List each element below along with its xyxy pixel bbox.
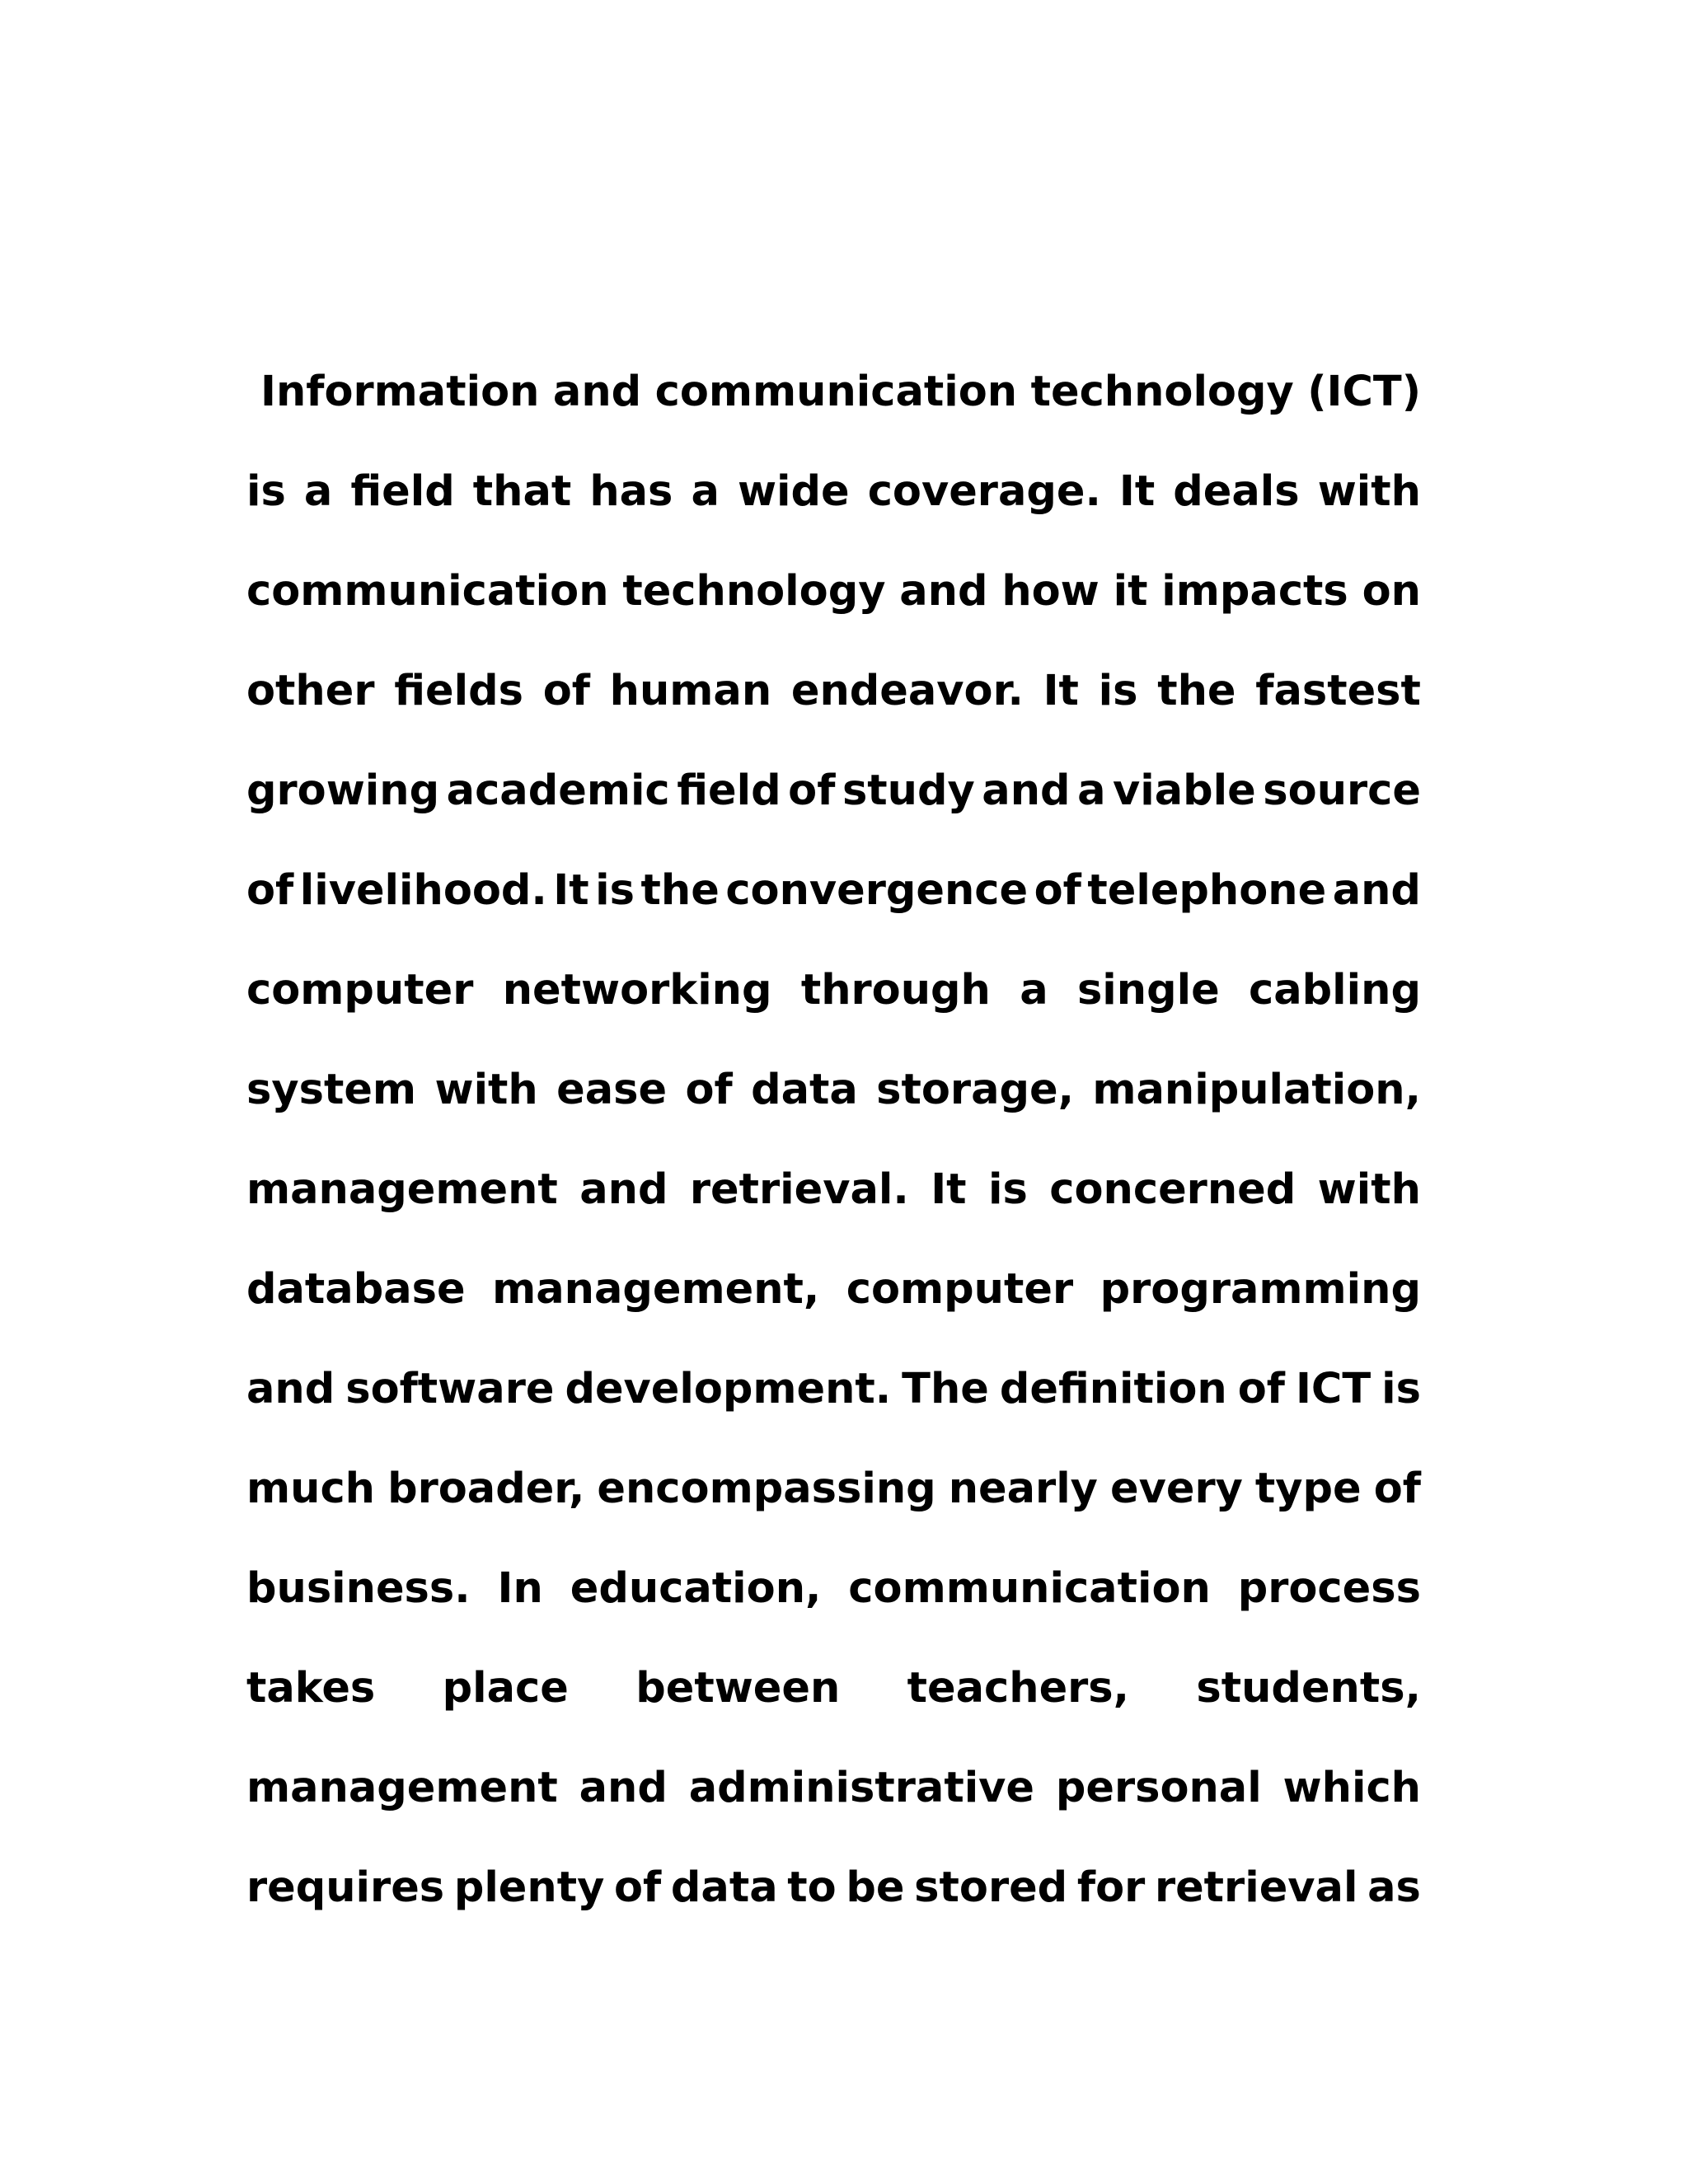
- word: with: [1317, 467, 1421, 516]
- word: is: [988, 1165, 1028, 1214]
- word: academic: [446, 766, 670, 815]
- word: ICT: [1295, 1365, 1372, 1413]
- word: of: [685, 1066, 733, 1114]
- text-line: [246, 1240, 1421, 1339]
- text-line: [246, 641, 1421, 741]
- text-line: [246, 1738, 1421, 1838]
- word: a: [1077, 766, 1106, 815]
- word: place: [442, 1664, 569, 1713]
- word: technology: [1030, 368, 1294, 416]
- word: communication: [246, 567, 609, 616]
- word: students,: [1196, 1664, 1421, 1713]
- word: is: [595, 866, 635, 915]
- text-line: [246, 442, 1421, 541]
- word: with: [1317, 1165, 1421, 1214]
- word: technology: [622, 567, 886, 616]
- text-line: [246, 342, 1421, 442]
- text-line: [246, 741, 1421, 841]
- word: nearly: [948, 1465, 1098, 1513]
- word: takes: [246, 1664, 376, 1713]
- word: that: [472, 467, 572, 516]
- word: is: [1098, 667, 1138, 715]
- word: field: [350, 467, 455, 516]
- word: as: [1367, 1863, 1421, 1912]
- word: of: [246, 866, 294, 915]
- word: cabling: [1249, 966, 1421, 1015]
- word: It: [1118, 467, 1156, 516]
- word: and: [1332, 866, 1421, 915]
- word: to: [787, 1863, 837, 1912]
- text-line: [246, 541, 1421, 641]
- word: computer: [246, 966, 474, 1015]
- word: management: [246, 1764, 558, 1812]
- word: be: [846, 1863, 905, 1912]
- word: It: [1043, 667, 1079, 715]
- word: between: [635, 1664, 841, 1713]
- word: and: [982, 766, 1071, 815]
- word: on: [1362, 567, 1421, 616]
- word: the: [1157, 667, 1236, 715]
- word: a: [303, 467, 333, 516]
- word: of: [542, 667, 590, 715]
- text-line: [246, 1539, 1421, 1638]
- word: encompassing: [597, 1465, 936, 1513]
- word: development.: [565, 1365, 892, 1413]
- word: personal: [1055, 1764, 1262, 1812]
- text-line: [246, 1838, 1421, 1938]
- word: process: [1237, 1564, 1421, 1613]
- text-line: [246, 841, 1421, 940]
- word: data: [751, 1066, 858, 1114]
- word: communication: [654, 368, 1018, 416]
- word: has: [589, 467, 673, 516]
- word: definition: [999, 1365, 1227, 1413]
- word: It: [553, 866, 589, 915]
- word: administrative: [688, 1764, 1035, 1812]
- word: The: [902, 1365, 989, 1413]
- word: growing: [246, 766, 440, 815]
- word: system: [246, 1066, 417, 1114]
- text-line: [246, 940, 1421, 1040]
- word: In: [497, 1564, 543, 1613]
- word: manipulation,: [1092, 1066, 1421, 1114]
- word: is: [1381, 1365, 1421, 1413]
- word: concerned: [1049, 1165, 1296, 1214]
- word: type: [1254, 1465, 1362, 1513]
- word: retrieval: [1154, 1863, 1358, 1912]
- word: management: [246, 1165, 558, 1214]
- word: livelihood.: [299, 866, 547, 915]
- word: and: [552, 368, 642, 416]
- word: which: [1282, 1764, 1421, 1812]
- word: of: [1034, 866, 1081, 915]
- word: it: [1113, 567, 1148, 616]
- word: every: [1110, 1465, 1243, 1513]
- word: business.: [246, 1564, 471, 1613]
- word: single: [1076, 966, 1220, 1015]
- word: of: [788, 766, 836, 815]
- word: impacts: [1161, 567, 1348, 616]
- word: endeavor.: [790, 667, 1024, 715]
- word: requires: [246, 1863, 445, 1912]
- word: and: [899, 567, 988, 616]
- word: coverage.: [867, 467, 1101, 516]
- word: the: [640, 866, 720, 915]
- text-line: [246, 1040, 1421, 1140]
- word: stored: [914, 1863, 1068, 1912]
- word: wide: [737, 467, 850, 516]
- word: Information: [260, 368, 540, 416]
- word: a: [1020, 966, 1048, 1015]
- word: fields: [394, 667, 523, 715]
- word: management,: [492, 1265, 820, 1314]
- word: retrieval.: [689, 1165, 909, 1214]
- word: source: [1263, 766, 1421, 815]
- word: broader,: [387, 1465, 585, 1513]
- word: of: [1373, 1465, 1421, 1513]
- word: of: [614, 1863, 662, 1912]
- word: field: [677, 766, 781, 815]
- word: human: [609, 667, 772, 715]
- word: computer: [846, 1265, 1074, 1314]
- word: teachers,: [907, 1664, 1130, 1713]
- word: plenty: [453, 1863, 605, 1912]
- word: database: [246, 1265, 466, 1314]
- word: education,: [570, 1564, 822, 1613]
- word: and: [246, 1365, 335, 1413]
- word: with: [434, 1066, 538, 1114]
- word: deals: [1173, 467, 1300, 516]
- body-paragraph: [246, 342, 1421, 1938]
- word: convergence: [725, 866, 1029, 915]
- word: programming: [1100, 1265, 1421, 1314]
- text-line: [246, 1140, 1421, 1240]
- word: networking: [502, 966, 772, 1015]
- word: is: [246, 467, 286, 516]
- word: It: [931, 1165, 967, 1214]
- word: telephone: [1087, 866, 1327, 915]
- word: other: [246, 667, 375, 715]
- word: data: [670, 1863, 778, 1912]
- text-line: [246, 1439, 1421, 1539]
- word: of: [1237, 1365, 1285, 1413]
- word: and: [579, 1165, 668, 1214]
- word: ease: [556, 1066, 668, 1114]
- word: storage,: [876, 1066, 1074, 1114]
- word: through: [800, 966, 991, 1015]
- word: a: [691, 467, 720, 516]
- text-line: [246, 1638, 1421, 1738]
- word: (ICT): [1307, 368, 1421, 416]
- word: for: [1076, 1863, 1146, 1912]
- word: fastest: [1255, 667, 1421, 715]
- word: much: [246, 1465, 375, 1513]
- text-line: [246, 1339, 1421, 1439]
- word: study: [842, 766, 975, 815]
- word: how: [1001, 567, 1100, 616]
- word: communication: [848, 1564, 1211, 1613]
- word: software: [345, 1365, 555, 1413]
- word: viable: [1113, 766, 1256, 815]
- word: and: [579, 1764, 668, 1812]
